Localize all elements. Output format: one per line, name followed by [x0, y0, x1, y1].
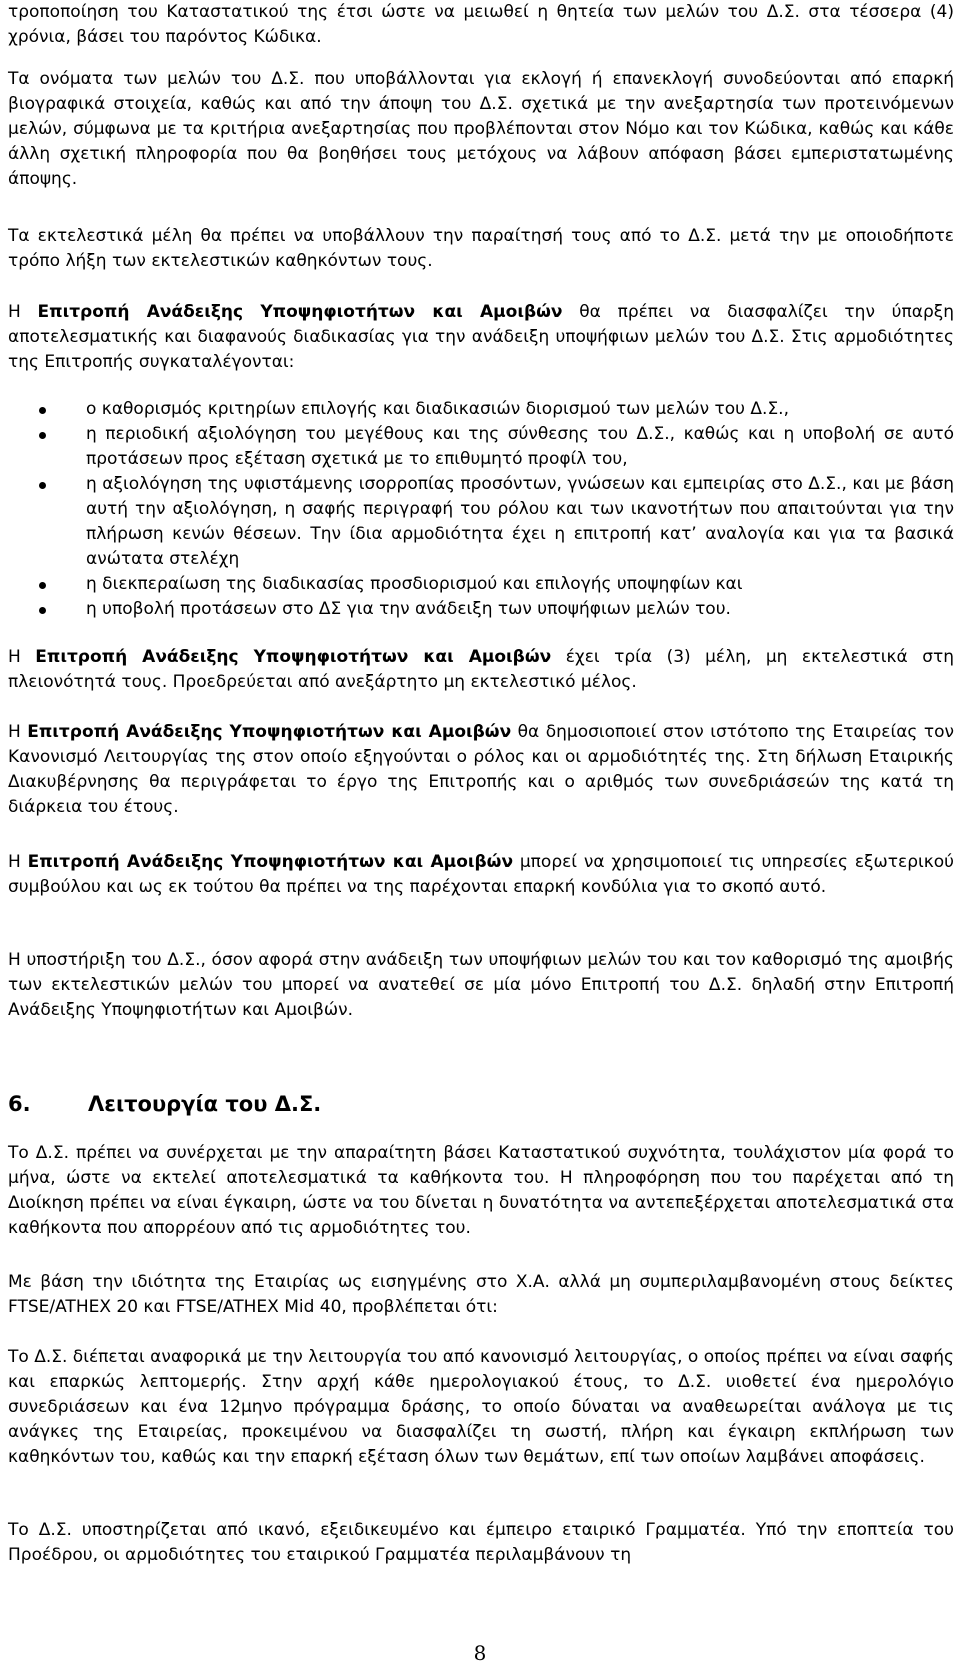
- paragraph-text: [8, 300, 954, 375]
- committee-name: Επιτροπή Ανάδειξης Υποψηφιοτήτων και Αμοιβών: [37, 302, 563, 322]
- list-item-text: η υποβολή προτάσεων στο ΔΣ για την ανάδειξη των υποψήφιων μελών του.: [86, 599, 731, 619]
- paragraph-text: [8, 850, 954, 900]
- list-item: [8, 572, 954, 597]
- paragraph-text: Τα εκτελεστικά μέλη θα πρέπει να υποβάλλουν την παραίτησή τους από το Δ.Σ. μετά την με οποιοδήποτε τρόπο λήξη των εκτελεστικών καθηκόντων τους.: [8, 226, 954, 271]
- text-run: Η: [8, 722, 28, 742]
- paragraph-text: Τα ονόματα των μελών του Δ.Σ. που υποβάλλονται για εκλογή ή επανεκλογή συνοδεύονται από επαρκή βιογραφικά στοιχεία, καθώς και από την άποψη του Δ.Σ. σχετικά με την ανεξαρτησία των προτεινόμενων μελών, σύμφωνα με τα κριτήρια ανεξαρτησίας που προβλέπονται στον Νόμο και τον Κώδικα, καθώς και κάθε άλλη σχετική πληροφορία που θα βοηθήσει τους μετόχους να λάβουν απόφαση βάσει εμπεριστατωμένης άποψης.: [8, 69, 954, 189]
- paragraph-company-secretary: [8, 1518, 954, 1568]
- paragraph-listed-company: [8, 1270, 954, 1320]
- list-item: [8, 472, 954, 572]
- paragraph-committee-duties-intro: [8, 300, 954, 375]
- paragraph-text: Το Δ.Σ. υποστηρίζεται από ικανό, εξειδικευμένο και έμπειρο εταιρικό Γραμματέα. Υπό την εποπτεία του Προέδρου, οι αρμοδιότητες του εταιρικού Γραμματέα περιλαμβάνουν τη: [8, 1520, 954, 1565]
- bullet-icon: [39, 582, 46, 589]
- paragraph-executive-resignation: [8, 224, 954, 274]
- paragraph-single-committee: [8, 948, 954, 1023]
- text-run: θα πρέπει να διασφαλίζει την ύπαρξη αποτελεσματικής και διαφανούς διαδικασίας για την ανάδειξη υποψήφιων μελών του Δ.Σ. Στις αρμοδιότητες της Επιτροπής συγκαταλέγονται:: [8, 302, 954, 372]
- list-item-text: η αξιολόγηση της υφιστάμενης ισορροπίας προσόντων, γνώσεων και εμπειρίας στο Δ.Σ., και με βάση αυτή την αξιολόγηση, η σαφής περιγραφή του ρόλου και των ικανοτήτων που απαιτούνται για την πλήρωση κενών θέσεων. Την ίδια αρμοδιότητα έχει η επιτροπή κατ’ αναλογία και για τα βασικά ανώτατα στελέχη: [86, 474, 954, 569]
- text-run: θα δημοσιοποιεί στον ιστότοπο της Εταιρείας τον Κανονισμό Λειτουργίας της στον οποίο εξηγούνται ο ρόλος και οι αρμοδιότητές της. Στη δήλωση Εταιρικής Διακυβέρνησης θα περιγράφεται το έργο της Επιτροπής και ο αριθμός των συνεδριάσεών της κατά τη διάρκεια του έτους.: [8, 722, 954, 817]
- paragraph-text: τροποποίηση του Καταστατικού της έτσι ώστε να μειωθεί η θητεία των μελών του Δ.Σ. στα τέσσερα (4) χρόνια, βάσει του παρόντος Κώδικα.: [8, 2, 954, 47]
- list-item-text: η διεκπεραίωση της διαδικασίας προσδιορισμού και επιλογής υποψηφίων και: [86, 574, 743, 594]
- paragraph-committee-publication: [8, 720, 954, 820]
- section-heading: [8, 1090, 954, 1118]
- paragraph-committee-composition: [8, 645, 954, 695]
- paragraph-text: Η υποστήριξη του Δ.Σ., όσον αφορά στην ανάδειξη των υποψήφιων μελών του και τον καθορισμό της αμοιβής των εκτελεστικών μελών του μπορεί να ανατεθεί σε μία μόνο Επιτροπή του Δ.Σ. δηλαδή στην Επιτροπή Ανάδειξης Υποψηφιοτήτων και Αμοιβών.: [8, 950, 954, 1020]
- bullet-icon: [39, 432, 46, 439]
- paragraph-candidate-names: [8, 67, 954, 192]
- section-title: Λειτουργία του Δ.Σ.: [88, 1092, 322, 1116]
- committee-name: Επιτροπή Ανάδειξης Υποψηφιοτήτων και Αμοιβών: [27, 852, 514, 872]
- paragraph-text: Το Δ.Σ. διέπεται αναφορικά με την λειτουργία του από κανονισμό λειτουργίας, ο οποίος πρέπει να είναι σαφής και επαρκώς λεπτομερής. Στην αρχή κάθε ημερολογιακού έτους, το Δ.Σ. υιοθετεί ένα ημερολόγιο συνεδριάσεων και ένα 12μηνο πρόγραμμα δράσης, το οποίο δύναται να αναθεωρείται ανάλογα με τις ανάγκες της Εταιρείας, προκειμένου να διασφαλίζει τη σωστή, πλήρη και έγκαιρη εκπλήρωση των καθηκόντων του, καθώς και την επαρκή εξέταση όλων των θεμάτων, επί των οποίων λαμβάνει αποφάσεις.: [8, 1347, 954, 1467]
- list-item-text: ο καθορισμός κριτηρίων επιλογής και διαδικασιών διορισμού των μελών του Δ.Σ.,: [86, 399, 789, 419]
- paragraph-text: Το Δ.Σ. πρέπει να συνέρχεται με την απαραίτητη βάσει Καταστατικού συχνότητα, τουλάχιστον μία φορά το μήνα, ώστε να εκτελεί αποτελεσματικά τα καθήκοντα του. Η πληροφόρηση που του παρέχεται από τη Διοίκηση πρέπει να είναι έγκαιρη, ώστε να του δίνεται η δυνατότητα να αντεπεξέρχεται αποτελεσματικά στα καθήκοντα που απορρέουν από τις αρμοδιότητες του.: [8, 1143, 954, 1238]
- paragraph-committee-advisors: [8, 850, 954, 900]
- paragraph-text: [8, 645, 954, 695]
- page-number: 8: [473, 1641, 487, 1665]
- bullet-icon: [39, 482, 46, 489]
- paragraph-operating-rules: [8, 1345, 954, 1470]
- text-run: έχει τρία (3) μέλη, μη εκτελεστικά στη πλειονότητά τους. Προεδρεύεται από ανεξάρτητο μη εκτελεστικό μέλος.: [8, 647, 955, 692]
- text-run: Η: [8, 852, 28, 872]
- paragraph-text: Με βάση την ιδιότητα της Εταιρίας ως εισηγμένης στο Χ.Α. αλλά μη συμπεριλαμβανομένη στους δείκτες FTSE/ATHEX 20 και FTSE/ATHEX Mid 40, προβλέπεται ότι:: [8, 1272, 954, 1317]
- paragraph-text: [8, 720, 954, 820]
- text-run: Η: [8, 302, 38, 322]
- committee-duties-list: [8, 397, 954, 622]
- section-number: 6.: [8, 1092, 31, 1116]
- list-item: [8, 422, 954, 472]
- list-item: [8, 597, 954, 622]
- committee-name: Επιτροπή Ανάδειξης Υποψηφιοτήτων και Αμοιβών: [35, 647, 552, 667]
- list-item: [8, 397, 954, 422]
- bullet-icon: [39, 607, 46, 614]
- bullet-icon: [39, 407, 46, 414]
- text-run: μπορεί να χρησιμοποιεί τις υπηρεσίες εξωτερικού συμβούλου και ως εκ τούτου θα πρέπει να της παρέχονται επαρκή κονδύλια για το σκοπό αυτό.: [8, 852, 954, 897]
- committee-name: Επιτροπή Ανάδειξης Υποψηφιοτήτων και Αμοιβών: [27, 722, 512, 742]
- text-run: Η: [8, 647, 36, 667]
- list-item-text: η περιοδική αξιολόγηση του μεγέθους και της σύνθεσης του Δ.Σ., καθώς και η υποβολή σε αυτό προτάσεων προς εξέταση σχετικά με το επιθυμητό προφίλ του,: [86, 424, 954, 469]
- paragraph-board-meetings: [8, 1141, 954, 1241]
- paragraph-term-reduction: [8, 0, 954, 50]
